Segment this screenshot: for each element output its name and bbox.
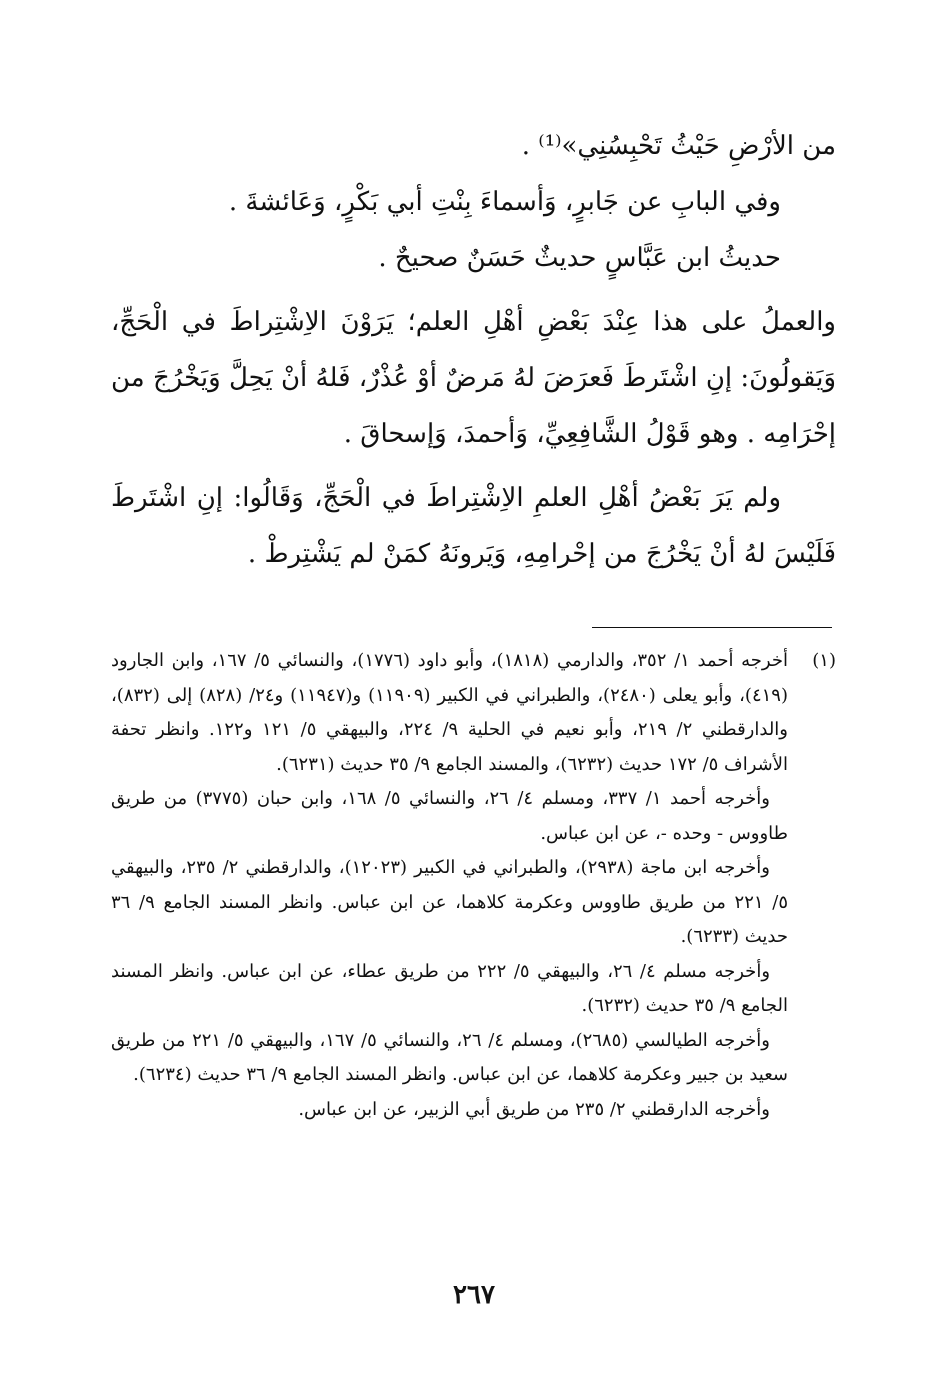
main-text [111, 118, 836, 582]
footnote-paragraph: وأخرجه مسلم ٤/ ٢٦، والبيهقي ٥/ ٢٢٢ من طريق عطاء، عن ابن عباس. وانظر المسند الجامع ٩/ ٣٥ حديث (٦٢٣٢). [111, 960, 788, 1016]
main-paragraph: والعملُ على هذا عِنْدَ بَعْضِ أهْلِ العلم؛ يَرَوْنَ الاِشْتِراطَ في الْحَجِّ، وَيَقولُونَ: إنِ اشْتَرطَ فَعرَضَ لهُ مَرضٌ أوْ عُذْرٌ، فَلهُ أنْ يَحِلَّ وَيَخْرُجَ من إحْرَامِه . وهو قَوْلُ الشَّافِعِيِّ، وَأحمدَ، وَإسحاقَ . [111, 307, 836, 449]
page-number: ٢٦٧ [453, 1280, 495, 1310]
main-paragraph: حديثُ ابن عَبَّاسٍ حديثٌ حَسَنٌ صحيحٌ . [378, 243, 781, 273]
footnote-paragraph: أخرجه أحمد ١/ ٣٥٢، والدارمي (١٨١٨)، وأبو داود (١٧٧٦)، والنسائي ٥/ ١٦٧، وابن الجارود (٤١٩)، وأبو يعلى (٢٤٨٠)، والطبراني في الكبير (١١٩٠٩) و(١١٩٤٧) و٢٤/ (٨٢٨) إلى (٨٣٢)، والدارقطني ٢/ ٢١٩، وأبو نعيم في الحلية ٩/ ٢٢٤، والبيهقي ٥/ ١٢١ و١٢٢. وانظر تحفة الأشراف ٥/ ١٧٢ حديث (٦٢٣٢)، والمسند الجامع ٩/ ٣٥ حديث (٦٢٣١). [111, 650, 788, 775]
main-paragraph: ولم يَرَ بَعْضُ أهْلِ العلمِ الاِشْتِراطَ في الْحَجِّ، وَقَالُوا: إنِ اشْتَرطَ فَلَيْسَ لهُ أنْ يَخْرُجَ من إحْرامِهِ، وَيَرونَهُ كمَنْ لم يَشْتِرطْ . [111, 483, 836, 569]
footnote-body [111, 644, 788, 782]
footnotes [111, 644, 836, 1127]
footnote-paragraph: وأخرجه أحمد ١/ ٣٣٧، ومسلم ٤/ ٢٦، والنسائي ٥/ ١٦٨، وابن حبان (٣٧٧٥) من طريق طاووس - وحده -، عن ابن عباس. [111, 788, 788, 844]
footnote-item [111, 644, 836, 782]
footnote-marker: (١) [812, 650, 836, 671]
footnote-paragraph: وأخرجه الدارقطني ٢/ ٢٣٥ من طريق أبي الزبير، عن ابن عباس. [298, 1098, 770, 1120]
footnote-paragraph: وأخرجه ابن ماجة (٢٩٣٨)، والطبراني في الكبير (١٢٠٢٣)، والدارقطني ٢/ ٢٣٥، والبيهقي ٥/ ٢٢١ من طريق طاووس وعكرمة كلاهما، عن ابن عباس. وانظر المسند الجامع ٩/ ٣٦ حديث (٦٢٣٣). [111, 857, 788, 947]
footnote-separator [592, 627, 832, 628]
footnote-paragraph: وأخرجه الطيالسي (٢٦٨٥)، ومسلم ٤/ ٢٦، والنسائي ٥/ ١٦٧، والبيهقي ٥/ ٢٢١ من طريق سعيد بن جبير وعكرمة كلاهما، عن ابن عباس. وانظر المسند الجامع ٩/ ٣٦ حديث (٦٢٣٤). [111, 1029, 788, 1085]
main-paragraph: وفي البابِ عن جَابرٍ، وَأسماءَ بِنْتِ أبي بَكْرٍ، وَعَائشةَ . [228, 187, 781, 217]
main-paragraph: من الأرْضِ حَيْثُ تَحْبِسُنِي»⁽¹⁾ . [521, 131, 836, 161]
